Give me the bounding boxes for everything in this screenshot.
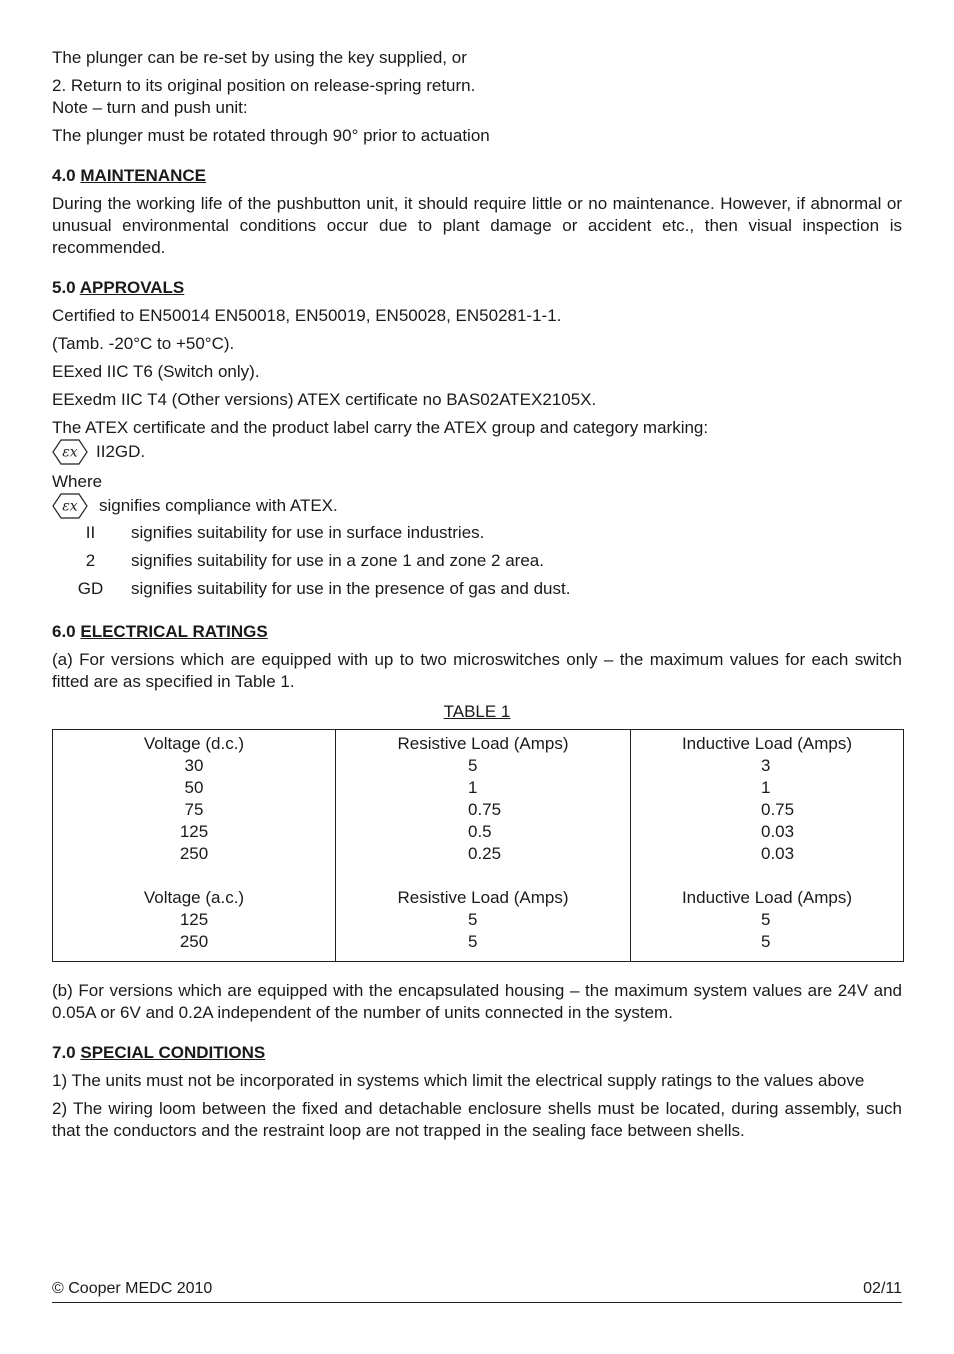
intro-line-1: The plunger can be re-set by using the key supplied, or (52, 48, 467, 67)
table-cell: 250 (179, 932, 209, 951)
approvals-line-3: EExed IIC T6 (Switch only). (52, 362, 260, 381)
ac-voltage-header: Voltage (a.c.) (143, 888, 245, 907)
table-cell: 1 (761, 778, 771, 797)
table-cell: 5 (468, 756, 478, 775)
special-heading (52, 1042, 902, 1064)
approvals-title: APPROVALS (79, 278, 185, 297)
approvals-line-5: The ATEX certificate and the product label carry the ATEX group and category marking: (52, 418, 709, 437)
approvals-heading (52, 277, 902, 299)
definition-key: II (85, 523, 96, 542)
ac-inductive-header: Inductive Load (Amps) (681, 888, 853, 907)
table-cell: 0.03 (761, 822, 795, 841)
table-cell: 3 (761, 756, 771, 775)
electrical-number: 6.0 (52, 622, 76, 641)
definition-row (52, 519, 902, 547)
electrical-para-a: (a) For versions which are equipped with up to two microswitches only – the maximum values for each switch fitted are as specified in Table 1. (52, 650, 902, 691)
footer-copyright: © Cooper MEDC 2010 (52, 1280, 213, 1297)
ac-resistive-header: Resistive Load (Amps) (397, 888, 569, 907)
dc-voltage-header: Voltage (d.c.) (143, 734, 245, 753)
svg-text:εx: εx (62, 498, 78, 515)
definition-text: signifies suitability for use in surface industries. (131, 523, 485, 542)
ratings-table (52, 729, 904, 962)
electrical-heading (52, 621, 902, 643)
electrical-title: ELECTRICAL RATINGS (80, 622, 268, 641)
table-cell: 5 (761, 910, 771, 929)
definition-row (52, 547, 902, 575)
document-page (52, 47, 902, 1142)
definition-text: signifies suitability for use in a zone 1 and zone 2 area. (131, 551, 544, 570)
resistive-column (336, 730, 631, 962)
table-cell: 250 (179, 844, 209, 863)
ex-meaning-row (52, 493, 902, 519)
table-caption: TABLE 1 (443, 702, 511, 721)
intro-line-3: Note – turn and push unit: (52, 98, 248, 117)
intro-line-4: The plunger must be rotated through 90° prior to actuation (52, 126, 490, 145)
special-item-2: 2) The wiring loom between the fixed and detachable enclosure shells must be located, during assembly, such that the conductors and the restraint loop are not trapped in the sealing face between shells. (52, 1099, 902, 1140)
definition-key: GD (77, 579, 104, 598)
approvals-line-2: (Tamb. -20°C to +50°C). (52, 334, 235, 353)
voltage-column (53, 730, 336, 962)
ex-hexagon-icon (52, 493, 88, 519)
dc-inductive-header: Inductive Load (Amps) (681, 734, 853, 753)
where-label: Where (52, 472, 103, 491)
table-cell: 125 (179, 910, 209, 929)
approvals-line-4: EExedm IIC T4 (Other versions) ATEX certificate no BAS02ATEX2105X. (52, 390, 597, 409)
electrical-para-b: (b) For versions which are equipped with the encapsulated housing – the maximum system values are 24V and 0.05A or 6V and 0.2A independent of the number of units connected in the system. (52, 981, 902, 1022)
table-cell: 75 (184, 800, 204, 819)
maintenance-number: 4.0 (52, 166, 76, 185)
page-footer (52, 1280, 902, 1303)
maintenance-body: During the working life of the pushbutton unit, it should require little or no maintenance. However, if abnormal or unusual environmental conditions occur due to plant damage or accident etc., then visual inspection is recommended. (52, 194, 902, 257)
table-cell: 5 (468, 910, 478, 929)
atex-marking-text: II2GD. (96, 442, 146, 461)
footer-page-date: 02/11 (863, 1280, 902, 1297)
table-cell: 0.03 (761, 844, 795, 863)
table-cell: 50 (184, 778, 204, 797)
table-row (53, 730, 904, 962)
definition-key: 2 (85, 551, 96, 570)
table-cell: 5 (468, 932, 478, 951)
table-cell: 0.5 (468, 822, 492, 841)
ex-meaning-text: signifies compliance with ATEX. (99, 496, 338, 515)
table-cell: 1 (468, 778, 478, 797)
definition-text: signifies suitability for use in the presence of gas and dust. (131, 579, 571, 598)
table-cell: 0.25 (468, 844, 502, 863)
approvals-number: 5.0 (52, 278, 76, 297)
inductive-column (631, 730, 904, 962)
maintenance-title: MAINTENANCE (80, 166, 206, 185)
special-number: 7.0 (52, 1043, 76, 1062)
maintenance-heading (52, 165, 902, 187)
table-cell: 0.75 (761, 800, 795, 819)
svg-text:εx: εx (62, 444, 78, 461)
intro-line-2: 2. Return to its original position on release-spring return. (52, 76, 476, 95)
approvals-line-1: Certified to EN50014 EN50018, EN50019, EN50028, EN50281-1-1. (52, 306, 562, 325)
table-cell: 0.75 (468, 800, 502, 819)
definition-row (52, 575, 902, 603)
special-item-1: 1) The units must not be incorporated in systems which limit the electrical supply ratings to the values above (52, 1071, 865, 1090)
table-cell: 30 (184, 756, 204, 775)
dc-resistive-header: Resistive Load (Amps) (397, 734, 569, 753)
table-cell: 125 (179, 822, 209, 841)
table-cell: 5 (761, 932, 771, 951)
special-title: SPECIAL CONDITIONS (80, 1043, 266, 1062)
atex-marking-row (52, 439, 902, 465)
ex-hexagon-icon (52, 439, 88, 465)
